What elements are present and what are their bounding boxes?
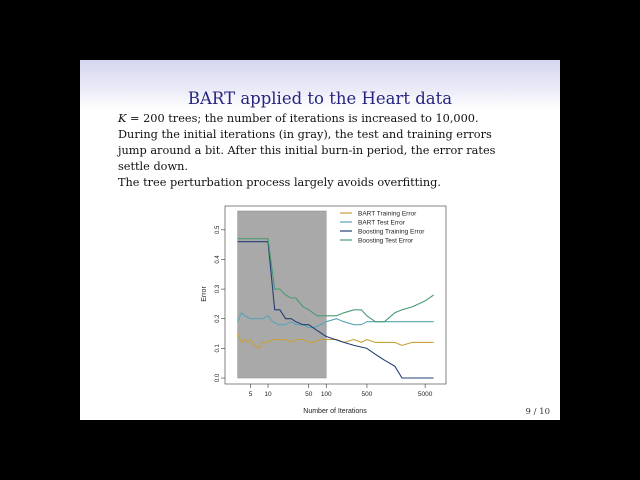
x-tick-label: 10 <box>264 391 272 398</box>
text-line-4: settle down. <box>118 160 189 173</box>
y-tick-label: 0.3 <box>215 284 221 294</box>
y-tick-label: 0.1 <box>215 344 221 353</box>
x-tick-label: 500 <box>361 391 373 398</box>
burn-in-region <box>238 211 327 378</box>
slide-title: BART applied to the Heart data <box>187 89 453 108</box>
legend-label: Boosting Training Error <box>358 228 425 236</box>
x-tick-label: 50 <box>305 391 313 398</box>
variable-k: K <box>118 112 127 125</box>
slide <box>80 60 560 420</box>
text-line-1-rest: = 200 trees; the number of iterations is increased to 10,000. <box>126 112 479 125</box>
text-line-5: The tree perturbation process largely avoids overfitting. <box>118 176 441 189</box>
x-tick-label: 5000 <box>417 391 433 398</box>
x-tick-label: 100 <box>320 391 332 398</box>
error-chart <box>80 60 560 420</box>
page-number: 9 / 10 <box>525 407 550 417</box>
x-axis-label: Number of Iterations <box>303 408 367 415</box>
y-tick-label: 0.4 <box>215 255 221 264</box>
legend-label: Boosting Test Error <box>358 237 414 245</box>
y-axis-label: Error <box>201 286 208 302</box>
text-line-3: jump around a bit. After this initial burn-in period, the error rates <box>118 144 496 157</box>
y-tick-label: 0.5 <box>215 225 221 234</box>
y-tick-label: 0.0 <box>215 373 221 383</box>
legend-label: BART Test Error <box>358 219 405 227</box>
text-line-2: During the initial iterations (in gray), the test and training errors <box>118 128 492 141</box>
y-tick-label: 0.2 <box>215 314 221 323</box>
x-tick-label: 5 <box>248 391 253 398</box>
legend-label: BART Training Error <box>358 210 417 218</box>
